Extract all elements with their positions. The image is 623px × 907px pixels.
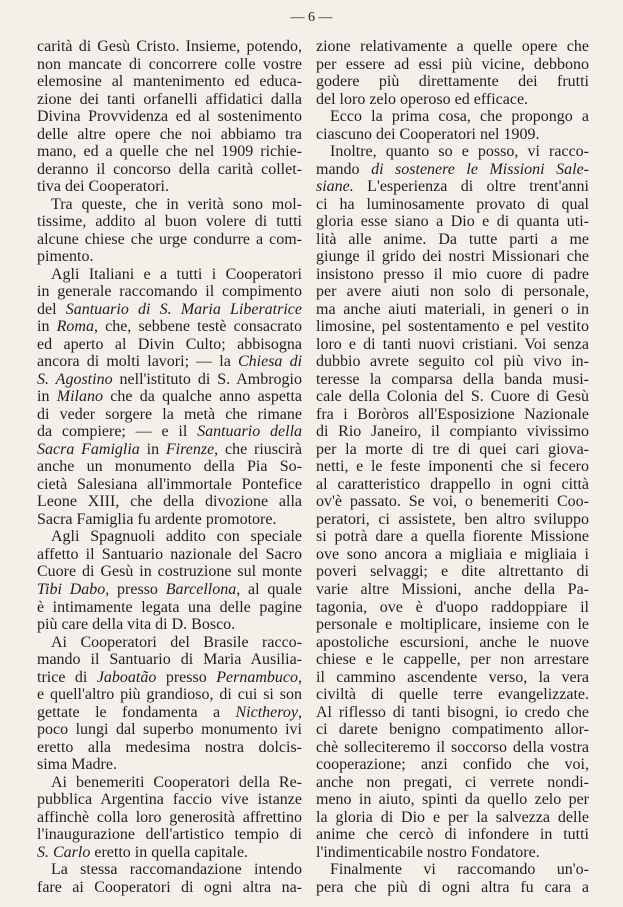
text-line: netti, e le feste imponenti che si fecero [316,458,589,476]
paragraph [316,143,589,861]
text-run: in [37,388,57,406]
text-line: del loro zelo operoso ed efficace. [316,90,529,108]
text-line: elemosine al mantenimento ed educa- [37,73,302,91]
emphasis-text: Milano [56,388,103,406]
text-line [316,178,589,196]
text-run: , al quale [236,580,302,598]
text-run: trice di [37,668,97,686]
text-line: si potrà dare a quella fiorente Missione [316,528,589,546]
text-run: eretto in quella capitale. [90,843,249,861]
text-line: ci darete benigno compatimento allor- [316,721,589,739]
text-line [37,423,302,441]
text-line: tagonia, ove è d'uopo raddoppiare il [316,598,589,616]
emphasis-text: Firenze [165,440,215,458]
text-line: Ai Cooperatori del Brasile racco- [51,633,302,651]
text-line [37,844,302,862]
text-line: di veder sorgere la metà che rimane [37,405,302,423]
emphasis-text: Tibi Dabo [37,580,106,598]
text-run: del [37,300,66,318]
text-line: ma anche aiuti materiali, in generi o in [316,300,589,318]
text-line: affetto il Santuario nazionale del Sacro [37,545,302,563]
text-line: gloria esse siano a Dio e di quanta uti- [316,213,589,231]
text-line: più care della vita di D. Bosco. [37,616,236,634]
text-line: lità alle anime. Da tutte parti a me [316,230,589,248]
text-line: meno in aiuto, spinti da quello zelo per [316,791,589,809]
text-line: loro e di tanti nuovi cristiani. Voi senza [316,335,589,353]
text-line [37,301,302,319]
text-line: anime che cercò di infondere in tutti [316,826,589,844]
text-line: deranno il concorso della carità collet- [37,160,302,178]
text-line: anche un monumento della Pia So- [37,458,302,476]
text-line: ed aperto al Divin Culto; abbisogna [37,335,302,353]
text-line [37,704,302,722]
text-line: l'inaugurazione dell'artistico tempio di [37,826,302,844]
text-line: poco lungi dal superbo monumento ivi [37,721,302,739]
text-line: insistono presso il mio cuore di padre [316,265,589,283]
emphasis-text: Nictheroy [235,703,298,721]
emphasis-text: Roma [56,318,94,336]
text-line: anche non pregati, ci verrete nondi- [316,773,589,791]
text-run: da compiere; — e il [37,423,198,441]
text-line: fare ai Cooperatori di ogni altra na- [37,878,302,896]
text-line: cale della Colonia del S. Cuore di Gesù [316,388,589,406]
text-line: Al riflesso di tanti bisogni, io credo che [316,703,589,721]
text-run: gettate le fondamenta a [37,703,236,721]
paragraph [37,774,302,862]
emphasis-text: di sostenere le Missioni Sale- [371,160,589,178]
paragraph [37,634,302,774]
text-line: Agli Spagnuoli addito con speciale [51,528,302,546]
text-line [37,441,302,459]
text-line: poveri selvaggi; e dite altrettanto di [316,563,589,581]
text-line: fra i Boròros all'Esposizione Nazionale [316,405,589,423]
text-line: al caratteristico drappello in ogni città [316,475,589,493]
page-number: — 6 — [290,10,333,25]
text-run: , che riuscirà [214,440,302,458]
text-line: ciascuno dei Cooperatori nel 1909. [316,125,540,143]
emphasis-text: Barcellona [165,580,237,598]
text-line [37,581,302,599]
text-line: per essere ad essi più vicine, debbono [316,55,589,73]
emphasis-text: Sacra Famiglia [37,440,140,458]
text-line: Sacra Famiglia fu ardente promotore. [37,510,277,528]
text-line: carità di Gesù Cristo. Insieme, potendo, [37,38,302,55]
text-line: La stessa raccomandazione intendo [51,861,302,879]
text-line: pera che più di ogni altra fu cara a [316,878,589,896]
text-line: teresse la comparsa della banda musi- [316,370,589,388]
emphasis-text: Santuario della [197,423,303,441]
text-line: di Rio Janeiro, il compianto vivissimo [316,423,589,441]
text-line: eretto alla medesima nostra dolcis- [37,738,302,756]
text-line: Inoltre, quanto so e posso, vi racco- [330,143,589,161]
text-line: chè solleciteremo il soccorso della vostra [316,738,589,756]
text-line [37,318,302,336]
paragraph [37,196,302,266]
text-line: mano, ed a quelle che nel 1909 richie- [37,143,302,161]
text-line: limosine, pel sostentamento e pel vestito [316,318,589,336]
paragraph [37,38,302,196]
text-run: mando [316,160,372,178]
paragraph [316,108,589,143]
text-run: presso [156,668,217,686]
text-line [37,371,302,389]
text-line [316,161,589,179]
text-line: tiva dei Cooperatori. [37,178,169,196]
text-line: sima Madre. [37,756,117,774]
text-run: nell'istituto di S. Ambrogio [112,370,303,388]
paragraph [37,861,302,896]
text-line: cietà Salesiana all'immortale Pontefice [37,475,302,493]
text-line: in generale raccomando il compimento [37,283,302,301]
text-line: Ecco la prima cosa, che propongo a [330,108,589,126]
text-line: per avere aiuti non solo di personale, [316,283,589,301]
text-line: Divina Provvidenza ed al sostenimento [37,108,302,126]
text-line: peratori, ci assistete, ben altro sviluppo [316,510,589,528]
text-run: L'esperienza di oltre trent'anni [353,178,589,196]
emphasis-text: S. Agostino [37,370,113,388]
paragraph [37,266,302,529]
text-line: chiese e le cappelle, per non arrestare [316,651,589,669]
text-line: ove sono ancora a migliaia e migliaia i [316,545,589,563]
text-line: cooperazione; anzi confido che voi, [316,756,589,774]
text-run: ancora di molti lavori; — la [37,353,238,371]
text-line: pimento. [37,248,94,266]
text-line [37,388,302,406]
text-line: personale e moltiplicare, insieme con le [316,616,589,634]
text-run: , presso [105,580,166,598]
right-column [316,38,589,896]
text-line: per la morte di tre di quei cari giova- [316,440,589,458]
text-line: apostoliche escursioni, anche le nuove [316,633,589,651]
text-line: zione dei tanti orfanelli affidatici dalla [37,90,302,108]
text-line: tissime, addito al buon volere di tutti [37,213,302,231]
paragraph [316,861,589,896]
text-line: la gloria di Dio e per la salvezza delle [316,808,589,826]
text-line: affinchè colla loro generosità affrettino [37,808,302,826]
text-line: e quell'altro più grandioso, di cui si son [37,686,302,704]
paragraph [316,38,589,108]
text-run: , [297,668,302,686]
text-line: varie altre Missioni, anche della Pa- [316,580,589,598]
text-line: ci ha luminosamente provato di qual [316,195,589,213]
text-line: zione relativamente a quelle opere che [316,38,589,55]
text-line [37,353,302,371]
text-run: che da qualche anno aspetta [102,388,303,406]
text-line: il cammino ascendente verso, la vera [316,668,589,686]
text-line: civiltà di quelle terre evangelizzate. [316,686,589,704]
text-line: alcune chiese che urge condurre a com- [37,230,302,248]
text-line: Finalmente vi raccomando un'o- [330,861,589,879]
left-column [37,38,302,896]
emphasis-text: Jaboatão [96,668,157,686]
paragraph [37,528,302,633]
emphasis-text: Pernambuco [216,668,298,686]
text-line: non mancate di concorrere colle vostre [37,55,302,73]
emphasis-text: S. Carlo [37,843,91,861]
text-line: delle altre opere che noi abbiamo tra [37,125,302,143]
emphasis-text: Chiesa di [237,353,303,371]
text-line [37,669,302,687]
text-line: Ai benemeriti Cooperatori della Re- [51,773,302,791]
text-run: , [298,703,302,721]
text-line: godere più direttamente dei frutti [316,73,589,91]
text-run: in [37,318,57,336]
text-run: in [139,440,166,458]
text-line: mando il Santuario di Maria Ausilia- [37,651,302,669]
emphasis-text: Santuario di S. Maria Liberatrice [65,300,303,318]
text-run: , che, sebbene testè consacrato [93,318,302,336]
text-line: Tra queste, che in verità sono mol- [51,195,302,213]
text-line: Cuore di Gesù in costruzione sul monte [37,563,302,581]
text-line: è intimamente legata una delle pagine [37,598,302,616]
text-line: Agli Italiani e a tutti i Cooperatori [51,265,302,283]
text-line: ov'è passato. Se voi, o benemeriti Coo- [316,493,589,511]
text-line: pubblica Argentina faccio vive istanze [37,791,302,809]
text-line: dubbio avrete seguito col più vivo in- [316,353,589,371]
text-line: giunge il grido dei nostri Missionari che [316,248,589,266]
text-line: l'indimenticabile nostro Fondatore. [316,843,540,861]
emphasis-text: siane. [316,178,354,196]
text-line: Leone XIII, che della divozione alla [37,493,302,511]
